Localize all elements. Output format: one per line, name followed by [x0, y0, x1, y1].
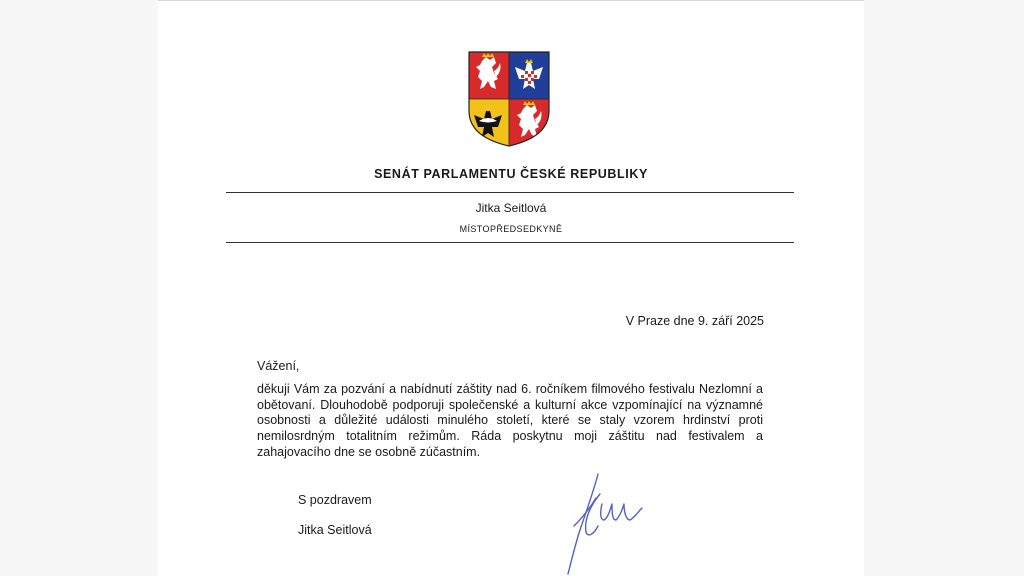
handwritten-signature-icon — [560, 468, 660, 576]
place-date: V Praze dne 9. září 2025 — [625, 314, 764, 328]
salutation: Vážení, — [257, 359, 300, 373]
letter-body: děkuji Vám za pozvání a nabídnutí záštity nad 6. ročníkem filmového festivalu Nezlomní a obětovaní. Dlouhodobě podporuji společenské a kulturní akce vzpomínající na významné osobnosti a důležité události minulého století, které se staly vzorem hrdinství proti nemilosrdným totalitním režimům. Ráda poskytnu moji záštitu nad festivalem a zahajovacího dne se osobně zúčastním. — [257, 382, 763, 459]
closing-phrase: S pozdravem — [298, 493, 372, 507]
letter-page — [158, 0, 864, 576]
header-divider-bottom — [226, 242, 794, 243]
official-title: MÍSTOPŘEDSEDKYNĚ — [459, 224, 563, 234]
header-divider-top — [226, 192, 794, 193]
czech-coat-of-arms-icon — [468, 51, 550, 147]
signer-name: Jitka Seitlová — [298, 523, 372, 537]
page-top-edge — [158, 0, 864, 1]
official-name: Jitka Seitlová — [475, 201, 547, 215]
institution-heading: SENÁT PARLAMENTU ČESKÉ REPUBLIKY — [374, 167, 648, 181]
